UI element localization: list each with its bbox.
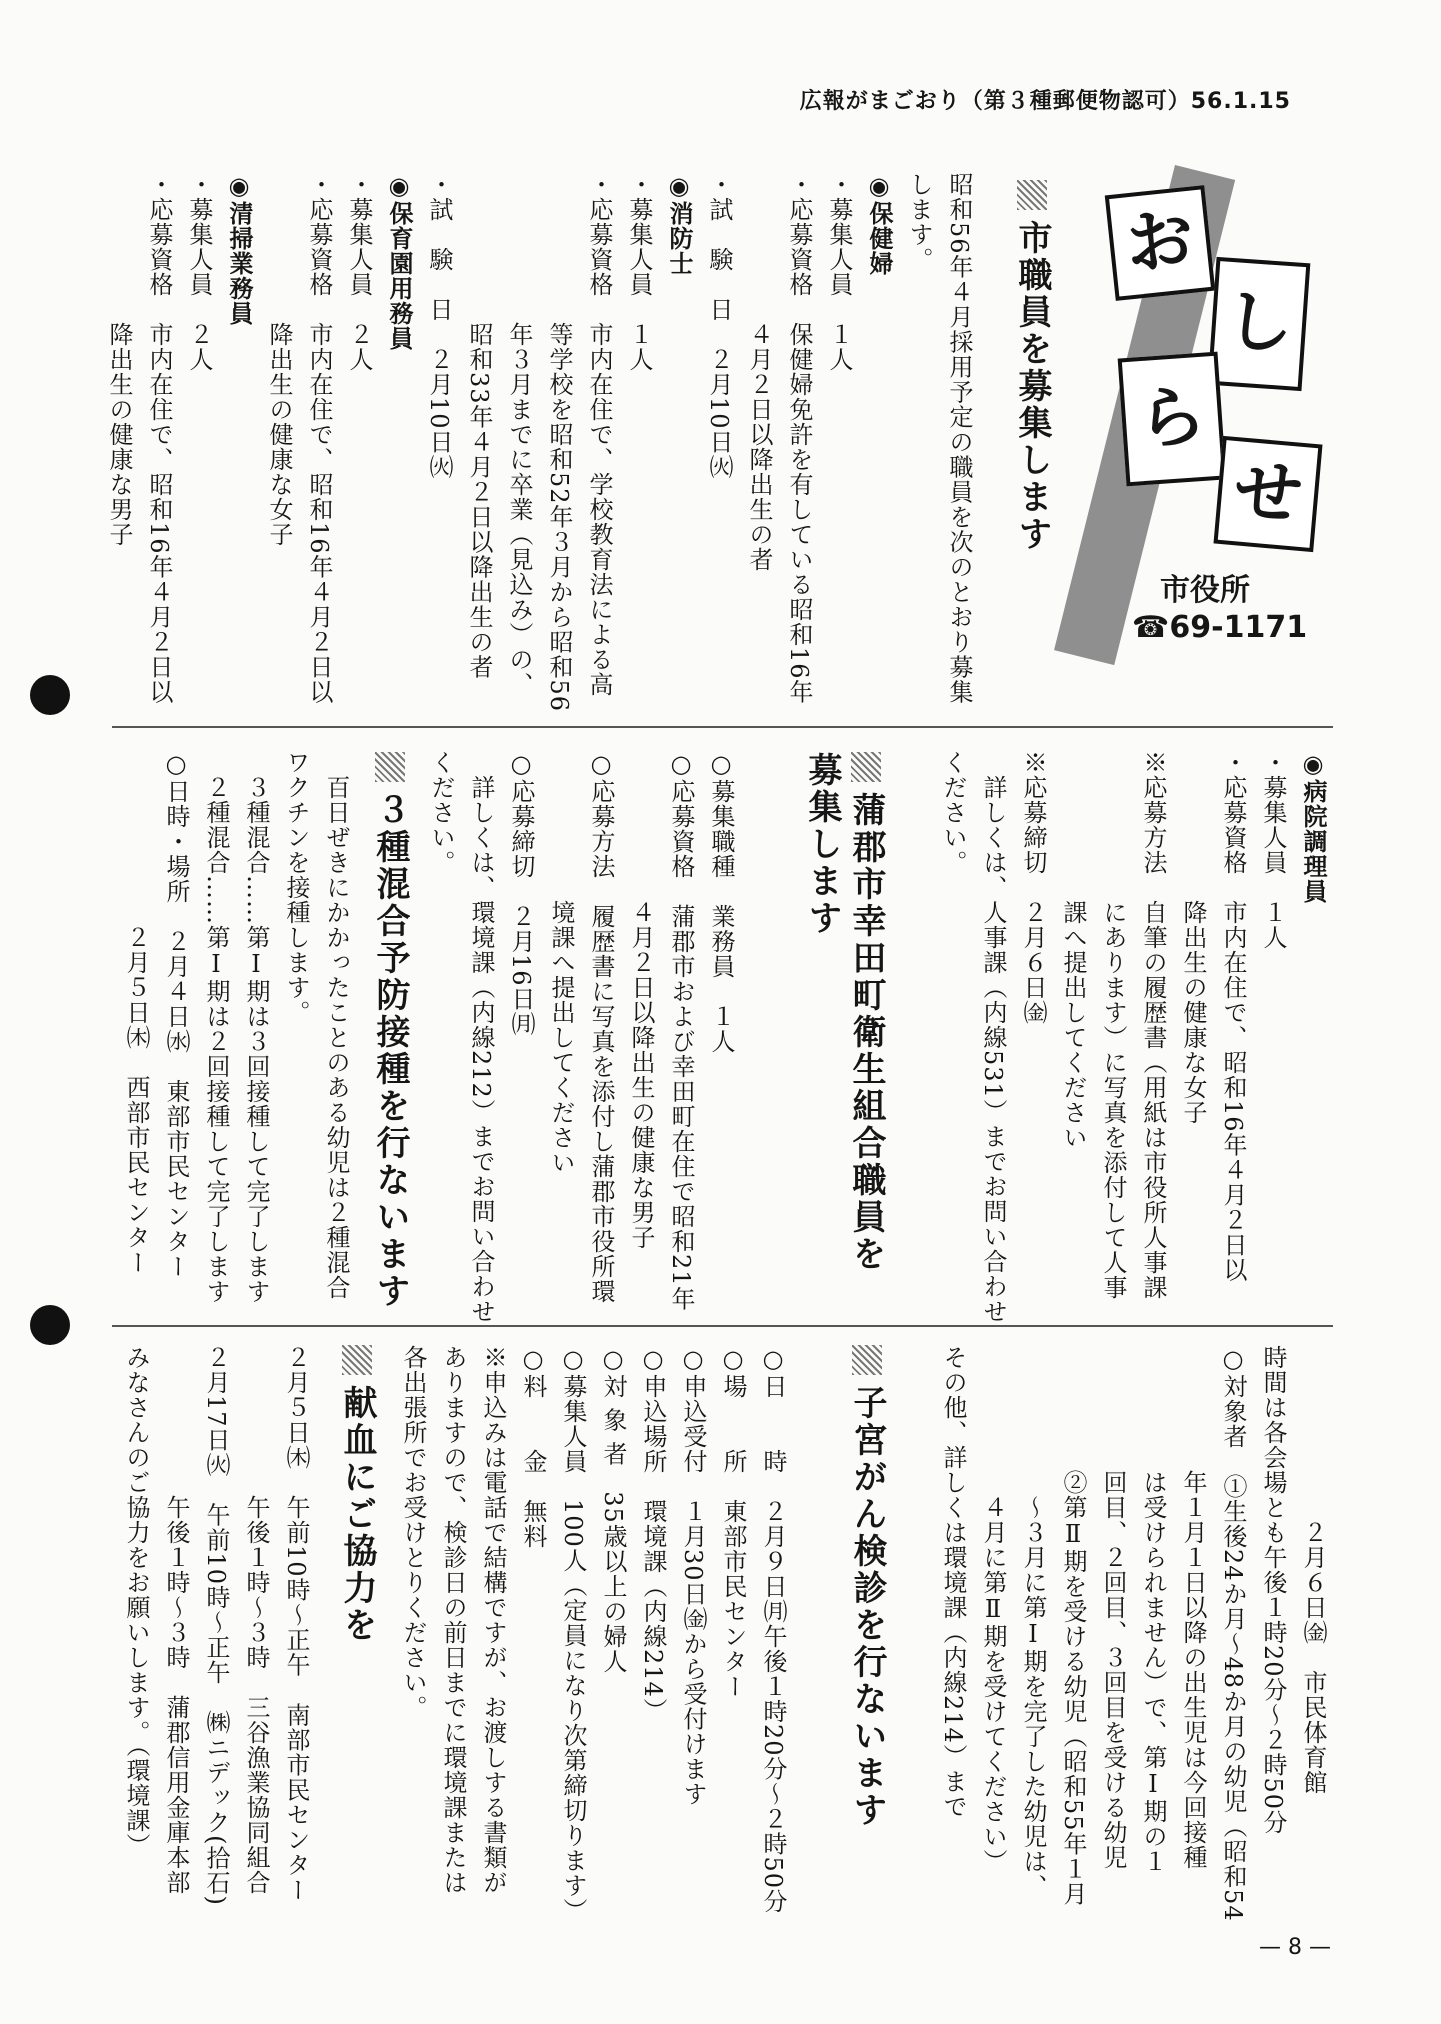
section-line: ・応募資格 保健婦免許を有している昭和16年 [785, 172, 813, 705]
section-line: 各出張所でお受けとりください。 [399, 1345, 427, 1720]
section-line: 百日ぜきにかかったことのある幼児は２種混合 [322, 750, 350, 1300]
logo-char: せ [1213, 436, 1322, 552]
section-line: 課へ提出してください [1059, 750, 1087, 1150]
section-body [421, 750, 741, 1324]
section-line: ・募集人員 １人 [825, 172, 853, 372]
section-line: ○対 象 者 35歳以上の婦人 [599, 1345, 627, 1674]
section-line: にあります）に写真を添付して人事 [1099, 750, 1127, 1300]
section-body [99, 172, 979, 712]
section-line: その他、詳しくは環境課（内線214）まで [939, 1345, 967, 1819]
section-line: ○対象者 ①生後24か月～48か月の幼児（昭和54 [1219, 1345, 1247, 1922]
binder-hole [30, 1305, 70, 1345]
logo-phone: ☎69-1171 [1132, 610, 1308, 645]
section-line: ◉清掃業務員 [225, 172, 253, 326]
section-line: ください。 [427, 750, 455, 875]
section-line: ○募集職種 業務員 １人 [707, 750, 735, 1054]
section-line: 年１月１日以降の出生児は今回接種 [1179, 1345, 1207, 1870]
logo-char: ら [1118, 352, 1227, 487]
divider [112, 726, 1333, 728]
binder-hole [30, 675, 70, 715]
section-line: ◉保健婦 [865, 172, 893, 276]
section-line: ２月５日㈭ 西部市民センター [122, 750, 150, 1275]
section-line: 午後１時～３時 蒲郡信用金庫本部 [162, 1345, 190, 1895]
section-line: 等学校を昭和52年３月から昭和56 [545, 172, 573, 713]
section-line: ◉消防士 [665, 172, 693, 276]
hatch-mark [342, 1345, 372, 1375]
section-line: は受けられません）で、第Ⅰ期の１ [1139, 1345, 1167, 1874]
section-line: ４月２日以降出生の健康な男子 [627, 750, 655, 1250]
section-line: ・応募資格 市内在住で、昭和16年４月２日以 [145, 172, 173, 705]
section-line: ・試 験 日 ２月10日㈫ [425, 172, 453, 480]
section-line: ・募集人員 １人 [1259, 750, 1287, 950]
section-line: みなさんのご協力をお願いします。（環境課） [122, 1345, 150, 1858]
section-line: 時間は各会場とも午後１時20分～２時50分 [1259, 1345, 1287, 1836]
section-title: 子宮がん検診を行ないます [845, 1345, 889, 1829]
section-body [116, 1345, 316, 1905]
section-line: ○応募方法 履歴書に写真を添付し蒲郡市役所環 [587, 750, 615, 1304]
section-line: ～３月に第Ⅰ期を完了した幼児は、 [1019, 1345, 1047, 1899]
section-line: 昭和33年４月２日以降出生の者 [465, 172, 493, 680]
logo-char: し [1208, 257, 1311, 391]
section-line: 年３月までに卒業（見込み）の、 [505, 172, 533, 697]
section-line: ４月２日以降出生の者 [745, 172, 773, 572]
section-line: ○日 時 ２月９日㈪午後１時20分～２時50分 [759, 1345, 787, 1915]
hatch-mark [1017, 180, 1047, 210]
section-line: ○申込場所 環境課（内線214） [639, 1345, 667, 1723]
section-line: 境課へ提出してください [547, 750, 575, 1175]
section-line: 降出生の健康な男子 [105, 172, 133, 547]
section-body [933, 750, 1333, 1324]
section-line: ・募集人員 ２人 [345, 172, 373, 372]
section-line: ください。 [939, 750, 967, 875]
section-line: 降出生の健康な女子 [265, 172, 293, 547]
section-line: 降出生の健康な女子 [1179, 750, 1207, 1125]
section-line: 昭和56年４月採用予定の職員を次のとおり募集 [945, 172, 973, 705]
section-line: ・募集人員 ２人 [185, 172, 213, 372]
section-line: ・応募資格 市内在住で、昭和16年４月２日以 [1219, 750, 1247, 1283]
section-line: ４月に第Ⅱ期を受けてください） [979, 1345, 1007, 1874]
section-line: ・試 験 日 ２月10日㈫ [705, 172, 733, 480]
hatch-mark [852, 1345, 882, 1375]
section-line: ○日時・場所 ２月４日㈬ 東部市民センター [162, 750, 190, 1279]
logo-office: 市役所 [1160, 573, 1250, 608]
section-line: ２月17日㈫ 午前10時～正午 ㈱ニデック(拾石) [202, 1345, 230, 1906]
section-line: 回目、２回目、３回目を受ける幼児 [1099, 1345, 1127, 1870]
section-line: ○募集人員 100人（定員になり次第締切ります） [559, 1345, 587, 1923]
divider [112, 1325, 1333, 1327]
section-line: 詳しくは、人事課（内線531）までお問い合わせ [979, 750, 1007, 1324]
section-title: 献血にご協力を [335, 1345, 379, 1644]
section-line: ・応募資格 市内在住で、学校教育法による高 [585, 172, 613, 697]
section-line: ②第Ⅱ期を受ける幼児（昭和55年１月 [1059, 1345, 1087, 1907]
section-line: ○料 金 無料 [519, 1345, 547, 1549]
section-line: 午後１時～３時 三谷漁業協同組合 [242, 1345, 270, 1895]
section-line: ○申込受付 １月30日㈮から受付けます [679, 1345, 707, 1807]
section-line: ※応募締切 ２月６日㈮ [1019, 750, 1047, 1025]
section-line: ◉保育園用務員 [385, 172, 413, 351]
oshirase-logo [1100, 140, 1330, 700]
section-line: ◉病院調理員 [1299, 750, 1327, 904]
section-line: ※申込みは電話で結構ですが、お渡しする書類が [479, 1345, 507, 1895]
section-line: ・募集人員 １人 [625, 172, 653, 372]
section-line: ２種混合……第Ⅰ期は２回接種して完了します [202, 750, 230, 1304]
page-header: 広報がまごおり（第３種郵便物認可）56.1.15 [799, 89, 1291, 114]
logo-char: お [1105, 185, 1216, 301]
section-line: 詳しくは、環境課（内線212）までお問い合わせ [467, 750, 495, 1324]
section-line: ありますので、検診日の前日までに環境課または [439, 1345, 467, 1895]
section-line: ○応募資格 蒲郡市および幸田町在住で昭和21年 [667, 750, 695, 1312]
page-number: — 8 — [1259, 1935, 1331, 1960]
hatch-mark [851, 752, 881, 782]
section-line: ○応募締切 ２月16日㈪ [507, 750, 535, 1037]
section-title: ３種混合予防接種を行ないます [368, 752, 412, 1310]
section-line: ・応募資格 市内在住で、昭和16年４月２日以 [305, 172, 333, 705]
section-line: ２月６日㈮ 市民体育館 [1299, 1345, 1327, 1795]
section-body [933, 1345, 1333, 1922]
hatch-mark [375, 752, 405, 782]
section-body [393, 1345, 793, 1923]
section-line: ※応募方法 自筆の履歴書（用紙は市役所人事課 [1139, 750, 1167, 1300]
section-body [116, 750, 356, 1310]
section-line: ３種混合……第Ⅰ期は３回接種して完了します [242, 750, 270, 1304]
section-line: ２月５日㈭ 午前10時～正午 南部市民センター [282, 1345, 310, 1903]
section-line: します。 [905, 172, 933, 272]
section-line: ワクチンを接種します。 [282, 750, 310, 1025]
section-title: 蒲郡市幸田町衛生組合職員を 募集します [802, 752, 886, 1273]
section-line: ○場 所 東部市民センター [719, 1345, 747, 1699]
section-title: 市職員を募集します [1010, 180, 1054, 553]
